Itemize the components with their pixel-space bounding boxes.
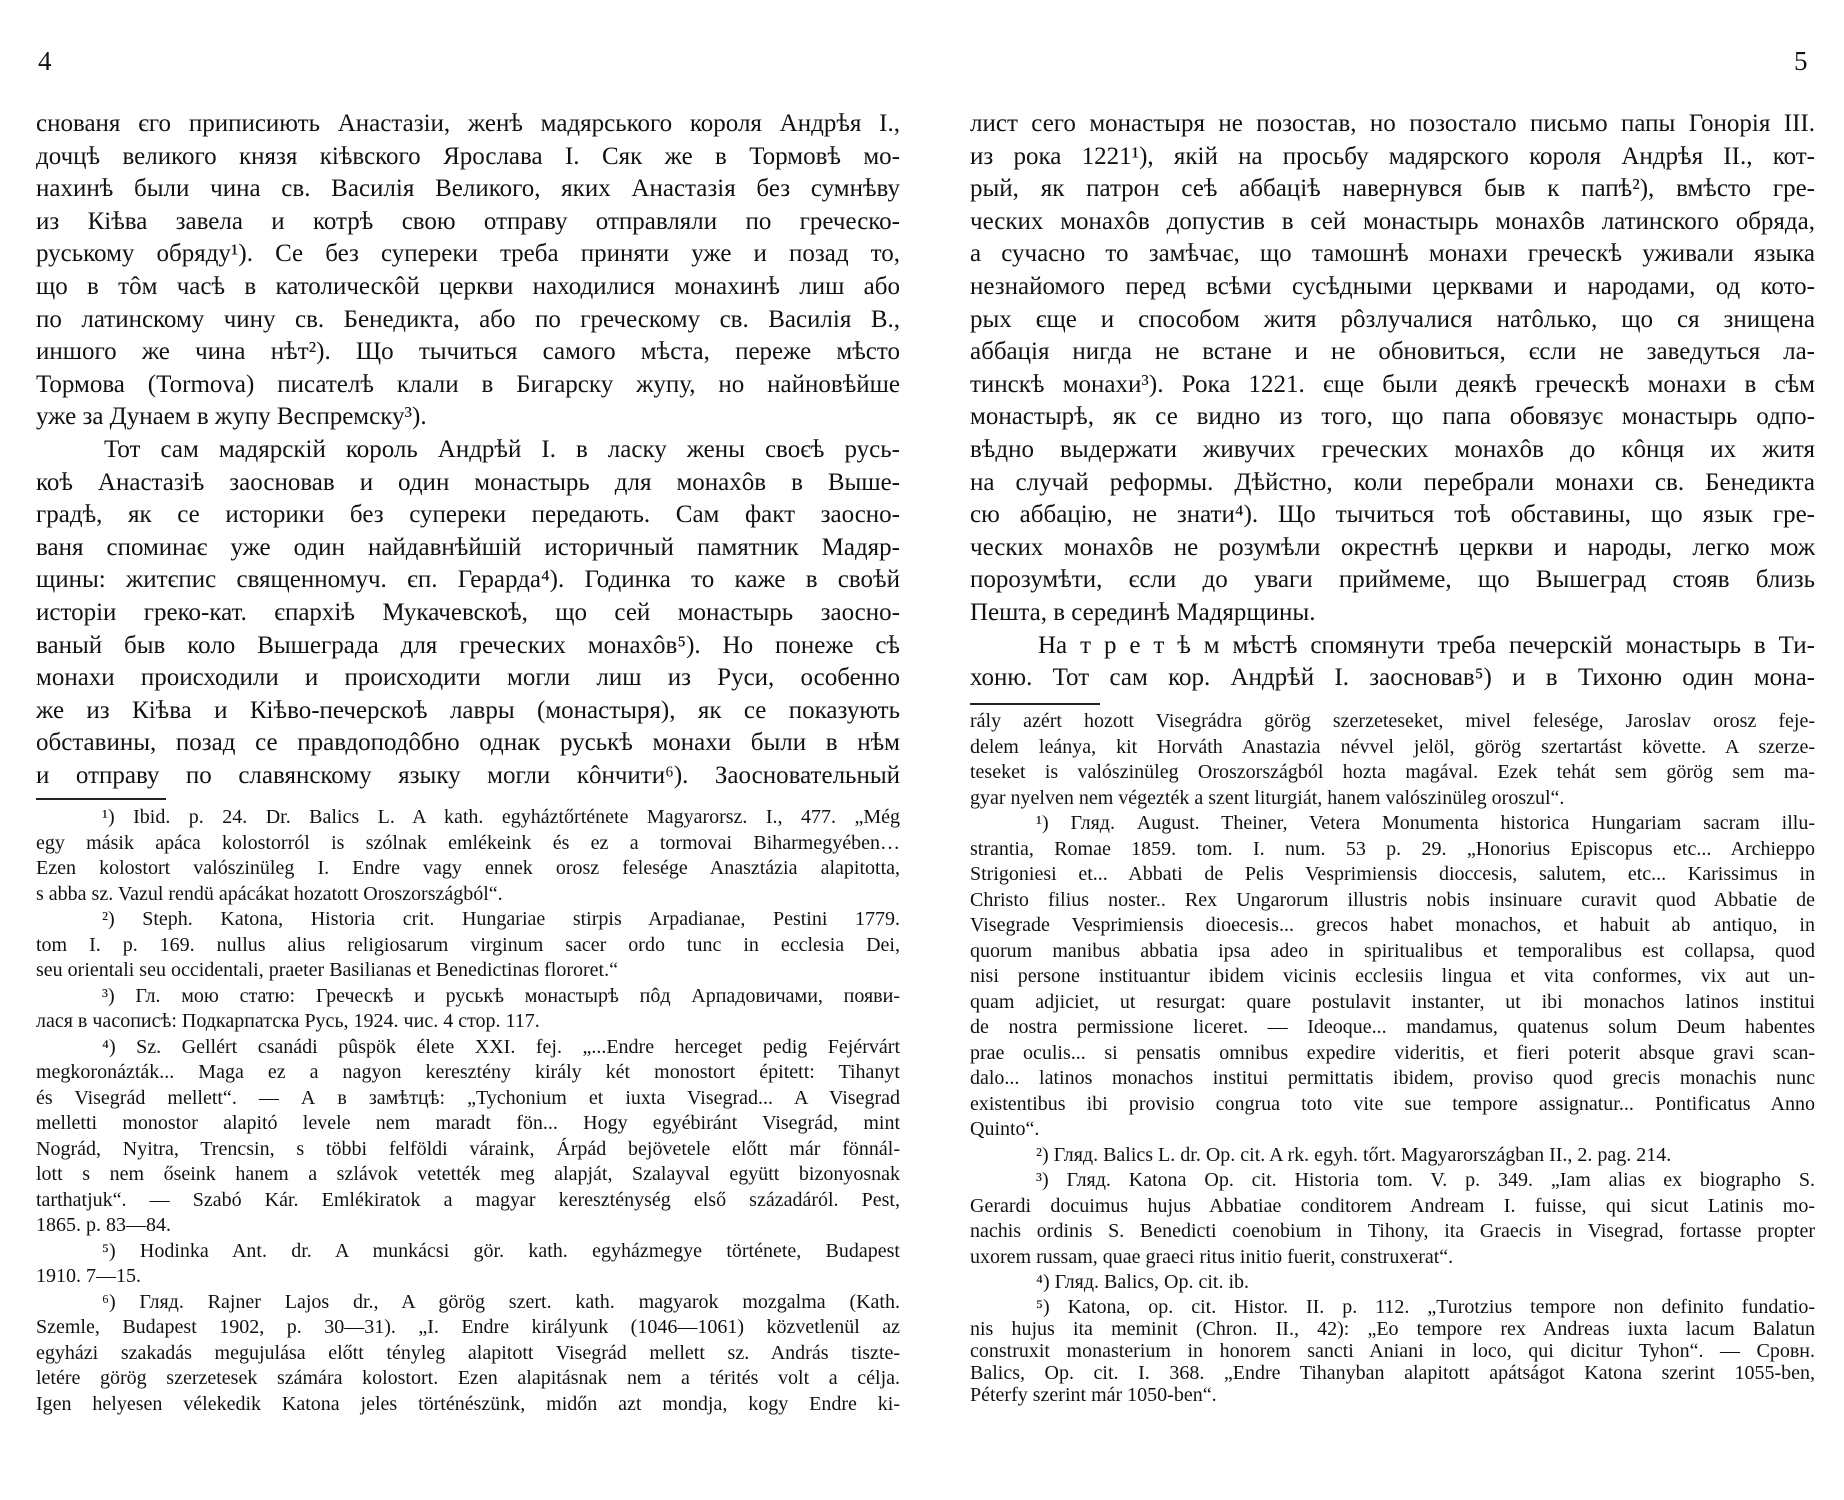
text-line: руському обряду¹). Се без супереки треба приняти уже и позад то, bbox=[36, 240, 900, 268]
text-line: Quinto“. bbox=[970, 1118, 1040, 1140]
text-line: seu orientali seu occidentali, praeter Basilianas et Benedictinas flororet.“ bbox=[36, 959, 618, 981]
text-line: нахинѣ были чина св. Василія Великого, яких Анастазія без сумнѣву bbox=[36, 175, 900, 203]
text-line: rály azért hozott Visegrádra görög szerzeteseket, mivel felesége, Jaroslav orosz feje- bbox=[970, 710, 1815, 732]
text-line: и отправу по славянскому языку могли кôнчити⁶). Заосновательный bbox=[36, 761, 900, 789]
text-line: uxorem russam, quae graeci ritus initio fuerit, construxerat“. bbox=[970, 1245, 1454, 1268]
text-line: ³) Гляд. Katona Op. cit. Historia tom. V. p. 349. „Iam alias ex biographo S. bbox=[1036, 1169, 1815, 1191]
text-line: Christo filius noster.. Rex Ungarorum illustris nobis insinuare curavit quod Abbatie de bbox=[970, 888, 1815, 911]
right-page-body bbox=[970, 108, 1815, 695]
footnote bbox=[970, 811, 1815, 1143]
text-line: strantia, Romae 1859. tom. I. num. 53 p. 29. „Honorius Episcopus etc... Archieppo bbox=[970, 837, 1815, 860]
text-line: ²) Гляд. Balics L. dr. Op. cit. A rk. egyh. tőrt. Magyarországban II., 2. pag. 214. bbox=[1036, 1143, 1672, 1166]
text-line: ²) Steph. Katona, Historia crit. Hungariae stirpis Arpadianae, Pestini 1779. bbox=[102, 908, 900, 930]
text-line: ⁶) Гляд. Rajner Lajos dr., A görög szert. kath. magyarok mozgalma (Kath. bbox=[102, 1290, 900, 1313]
text-line: ⁵) Katona, op. cit. Histor. II. p. 112. „Turotzius tempore non definito fundatio- bbox=[1036, 1295, 1815, 1318]
text-line: хоню. Тот сам кор. Андрѣй І. заосновав⁵) и в Тихоню один мона- bbox=[970, 664, 1815, 692]
text-line: Пешта, в серединѣ Мадярщины. bbox=[970, 598, 1316, 626]
text-line: рых єще и способом житя рôзлучалися натôлько, що ся знищена bbox=[970, 305, 1815, 333]
text-line: градѣ, як се историки без супереки передають. Сам факт заосно- bbox=[36, 501, 900, 529]
text-line: ческих монахôв допустив в сей монастырь монахôв латинского обряда, bbox=[970, 207, 1815, 235]
text-line: 1865. p. 83—84. bbox=[36, 1214, 171, 1236]
text-line: Ezen kolostort valószinüleg I. Endre vagy ennek orosz felesége Anasztázia alapitotta, bbox=[36, 857, 900, 879]
text-line: ваня споминає уже один найдавнѣйшій историчный памятник Мадяр- bbox=[36, 533, 900, 561]
text-line: уже за Дунаем в жупу Веспремску³). bbox=[36, 403, 427, 431]
text-line: teseket is valószinüleg Oroszországból hozta magával. Ezek tehát sem görög sem ma- bbox=[970, 761, 1815, 783]
text-line: és Visegrád mellett“. — А в замѣтцѣ: „Tychonium et iuxta Visegrad... A Visegrad bbox=[36, 1086, 900, 1109]
text-line: ⁵) Hodinka Ant. dr. A munkácsi gör. kath. egyházmegye története, Budapest bbox=[102, 1239, 900, 1262]
text-line: melletti monostor alapitó levele nem maradt fön... Hogy egyébiránt Visegrád, mint bbox=[36, 1112, 900, 1134]
text-line: Balics, Op. cit. I. 368. „Endre Tihanyban alapitott apátságot Katona szerint 1055-ben, bbox=[970, 1361, 1815, 1384]
text-line: тинскѣ монахи³). Рока 1221. єще были деякѣ греческѣ монахи в сѣм bbox=[970, 370, 1815, 398]
text-line: лася в часописѣ: Подкарпатска Русь, 1924. чис. 4 стор. 117. bbox=[36, 1010, 540, 1032]
text-line: letére görög szerzetesek számára kolostort. Ezen alapitásnak nem a térités volt a célja. bbox=[36, 1367, 900, 1389]
paragraph bbox=[36, 108, 900, 434]
footnote bbox=[970, 1270, 1815, 1296]
text-line: на случай реформы. Дѣйстно, коли перебрали монахи св. Бенедикта bbox=[970, 468, 1815, 496]
text-line: снованя єго приписиють Анастазіи, женѣ мадярського короля Андрѣя І., bbox=[36, 110, 900, 137]
text-line: megkoronázták... Maga ez a nagyon keresztény király két monostort épitett: Tihanyt bbox=[36, 1061, 900, 1083]
text-line: обставины, позад се правдоподôбно однак руськѣ монахи были в нѣм bbox=[36, 729, 900, 757]
text-line: nachis ordinis S. Benedicti coenobium in Tihony, ita Graecis in Visegrad, fortasse propter bbox=[970, 1220, 1815, 1242]
text-line: сю аббацію, не знати⁴). Що тычиться тоѣ обставины, що язык гре- bbox=[970, 501, 1815, 529]
footnote bbox=[36, 984, 900, 1035]
text-line: lott s nem őseink hanem a szlávok vetették meg alapját, Szalayval együtt bizonyosnak bbox=[36, 1163, 900, 1185]
paragraph bbox=[970, 630, 1815, 695]
text-line: gyar nyelven nem végezték a szent liturgiát, hanem valószinüleg oroszul“. bbox=[970, 786, 1565, 809]
text-line: що в тôм часѣ в католическôй церкви находилися монахинѣ лиш або bbox=[36, 272, 900, 300]
page-number-left: 4 bbox=[38, 46, 52, 76]
footnote bbox=[36, 907, 900, 984]
text-line: лист сего монастыря не позостав, но позостало письмо папы Гонорія III. bbox=[970, 110, 1815, 137]
text-line: незнайомого перед всѣми сусѣдными церквами и народами, од кото- bbox=[970, 272, 1815, 300]
text-line: existentibus ibi provisio congrua toto vite sue tempore assignatur... Pontificatus Anno bbox=[970, 1092, 1815, 1115]
text-line: монастырѣ, як се видно из того, що папа обовязує монастырь одпо- bbox=[970, 403, 1815, 431]
text-line: рый, як патрон сеѣ аббаціѣ навернувся быв к папѣ²), вмѣсто гре- bbox=[970, 175, 1815, 203]
left-page-body bbox=[36, 108, 900, 792]
text-line: quorum manibus abbatia ipsa adeo in spiritualibus et temporalibus est collapsa, quod bbox=[970, 939, 1815, 962]
footnote bbox=[36, 805, 900, 907]
footnote bbox=[970, 1168, 1815, 1270]
footnote bbox=[36, 1290, 900, 1418]
footnote bbox=[970, 1296, 1815, 1406]
text-line: ваный быв коло Вышеграда для греческих монахôв⁵). Но понеже сѣ bbox=[36, 631, 900, 659]
text-line: ¹) Ibid. p. 24. Dr. Balics L. A kath. egyháztőrténete Magyarorsz. I., 477. „Még bbox=[102, 806, 900, 828]
text-line: ческих монахôв не розумѣли окрестнѣ церкви и народы, легко мож bbox=[970, 533, 1815, 561]
text-line: же из Кіѣва и Кіѣво-печерскоѣ лавры (монастыря), як се показують bbox=[36, 696, 900, 724]
text-line: Gerardi docuimus hujus Abbatiae conditorem Andream I. fuisse, qui sicut Latinis mo- bbox=[970, 1194, 1815, 1217]
text-line: из рока 1221¹), якій на просьбу мадярского короля Андрѣя II., кот- bbox=[970, 142, 1815, 170]
text-line: ⁴) Гляд. Balics, Op. cit. ib. bbox=[1036, 1271, 1250, 1293]
text-line: nis hujus ita meminit (Chron. II., 42): „Eo tempore rex Andreas iuxta lacum Balatun bbox=[970, 1317, 1815, 1340]
text-line: dalo... latinos monachos institui permittatis ibidem, proviso quod grecis monachis nunc bbox=[970, 1067, 1815, 1089]
text-line: egy másik apáca kolostorról is szólnak emlékeink és ez a tormovai Biharmegyében… bbox=[36, 831, 900, 854]
text-line: вѣдно выдержати живучих греческих монахôв до кôнця их житя bbox=[970, 435, 1815, 463]
page-number-right: 5 bbox=[1794, 46, 1808, 76]
text-line: монахи происходили и происходити могли лиш из Руси, особенно bbox=[36, 664, 900, 692]
text-line: s abba sz. Vazul rendü apácákat hozatott Oroszországból“. bbox=[36, 882, 503, 905]
text-line: Igen helyesen vélekedik Katona jeles történészünk, midőn azt mondja, kogy Endre ki- bbox=[36, 1392, 900, 1415]
text-line: quam adjiciet, ut resurgat: quare postulavit instanter, ut ibi monachos latinos institui bbox=[970, 990, 1815, 1013]
footnote bbox=[970, 1143, 1815, 1169]
text-line: исторіи греко-кат. єпархіѣ Мукачевскоѣ, що сей монастырь заосно- bbox=[36, 598, 900, 626]
footnote-divider-right bbox=[970, 703, 1100, 705]
text-line: nisi persone instituantur ibidem vicinis ecclesiis lingua et vita conformes, vix aut un- bbox=[970, 965, 1815, 987]
paragraph bbox=[36, 434, 900, 793]
text-line: дочцѣ великого князя кіѣвского Ярослава І. Сяк же в Тормовѣ мо- bbox=[36, 142, 900, 170]
footnote bbox=[36, 1239, 900, 1290]
text-line: иншого же чина нѣт²). Що тычиться самого мѣста, переже мѣсто bbox=[36, 338, 900, 366]
text-line: а сучасно то замѣчає, що тамошнѣ монахи греческѣ уживали языка bbox=[970, 240, 1815, 268]
text-line: Szemle, Budapest 1902, p. 30—31). „I. Endre királyunk (1046—1061) közvetlenül az bbox=[36, 1316, 900, 1338]
text-line: egyházi szakadás megujulása előtt tényleg alapitott Visegrád mellett sz. András tiszte- bbox=[36, 1341, 900, 1364]
text-line: Тормова (Tormova) писателѣ клали в Бигарску жупу, но найновѣйше bbox=[36, 370, 900, 398]
text-line: Péterfy szerint már 1050-ben“. bbox=[970, 1383, 1217, 1406]
text-line: Visegrade Vesprimiensis dioecesis... grecos habet monachos, et habuit ab antiquo, in bbox=[970, 914, 1815, 936]
left-page-footnotes bbox=[36, 805, 900, 1417]
paragraph bbox=[970, 108, 1815, 630]
text-line: tarthatjuk“. — Szabó Kár. Emlékiratok a magyar kereszténység első századáról. Pest, bbox=[36, 1188, 900, 1211]
footnote bbox=[970, 709, 1815, 811]
text-line: delem leánya, kit Horváth Anastazia névvel jelöl, görög szertartást követte. A szerze- bbox=[970, 735, 1815, 758]
text-line: de nostra permissione liceret. — Ideoque... mandamus, quatenus solum Deum habentes bbox=[970, 1016, 1815, 1038]
text-line: щины: житєпис священномуч. єп. Герарда⁴). Годинка то каже в своѣй bbox=[36, 566, 900, 594]
text-line: из Кіѣва завела и котрѣ свою отправу отправляли по греческо- bbox=[36, 207, 900, 235]
text-line: На т р е т ѣ м мѣстѣ спомянути треба печерскій монастырь в Ти- bbox=[1038, 631, 1815, 659]
text-line: construxit monasterium in honorem sancti Aniani in loco, qui dicitur Tyhon“. — Сровн. bbox=[970, 1339, 1815, 1362]
text-line: ⁴) Sz. Gellért csanádi pûspök élete XXI. fej. „...Endre herceget pedig Fejérvárt bbox=[102, 1035, 900, 1058]
text-line: 1910. 7—15. bbox=[36, 1265, 141, 1287]
text-line: Тот сам мадярскій король Андрѣй І. в ласку жены своєѣ русь- bbox=[104, 435, 900, 463]
text-line: Nográd, Nyitra, Trencsin, s többi felföldi váraink, Árpád bejövetele előtt már fönnál- bbox=[36, 1137, 900, 1160]
text-line: аббація нигда не встане и не обновиться, єсли не заведуться ла- bbox=[970, 338, 1815, 366]
text-line: порозумѣти, єсли до уваги приймеме, що Вышеград стояв близь bbox=[970, 566, 1815, 594]
text-line: ³) Гл. мою статю: Греческѣ и руськѣ монастырѣ пôд Арпадовичами, появи- bbox=[102, 984, 900, 1007]
footnote-divider-left bbox=[36, 798, 166, 800]
footnote bbox=[36, 1035, 900, 1239]
text-line: по латинскому чину св. Бенедикта, або по греческому св. Василія В., bbox=[36, 305, 900, 333]
text-line: tom I. p. 169. nullus alius religiosarum virginum sacer ordo tunc in ecclesia Dei, bbox=[36, 933, 900, 956]
text-line: Strigoniesi et... Abbati de Pelis Vesprimiensis dioccesis, salutem, etc... Karissimus in bbox=[970, 863, 1815, 885]
text-line: коѣ Анастазіѣ заосновав и один монастырь для монахôв в Выше- bbox=[36, 468, 900, 496]
text-line: prae oculis... si pensatis omnibus expedire videritis, et fieri poterit absque gravi scan- bbox=[970, 1041, 1815, 1064]
text-line: ¹) Гляд. August. Theiner, Vetera Monumenta historica Hungariam sacram illu- bbox=[1036, 812, 1815, 834]
right-page-footnotes bbox=[970, 709, 1815, 1406]
